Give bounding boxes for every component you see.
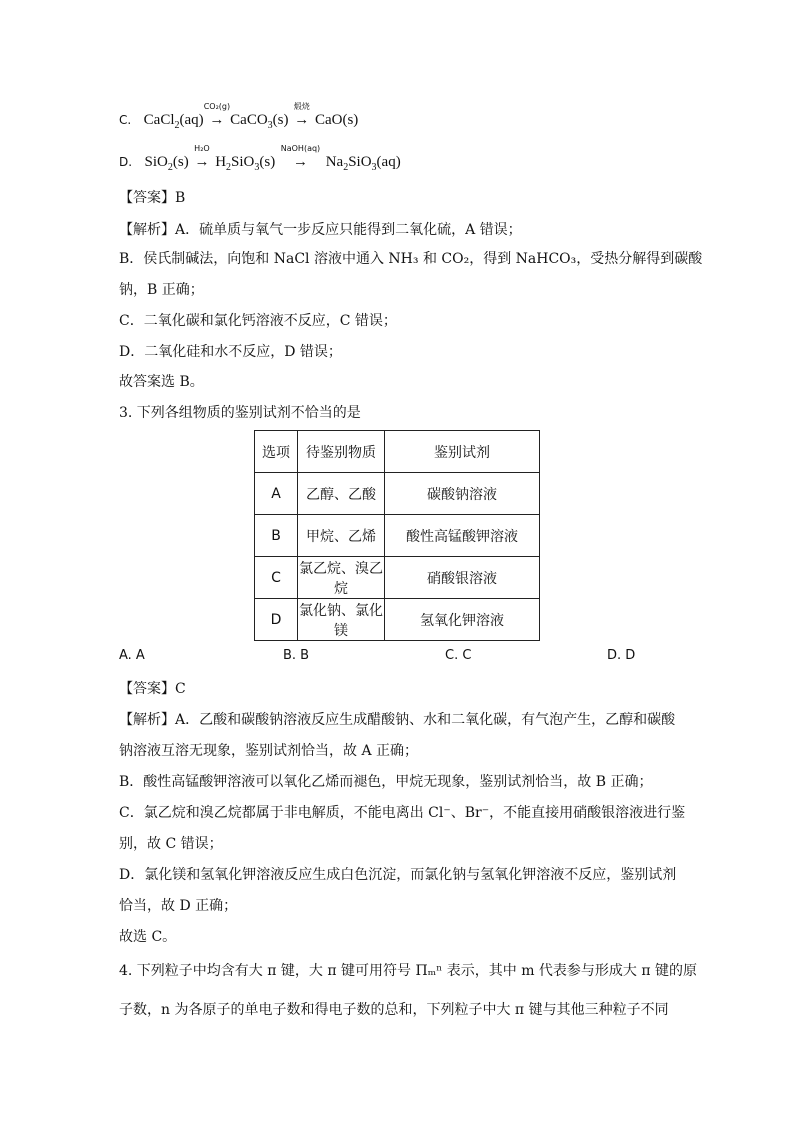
table-cell: B (255, 515, 298, 557)
q2-answer: 【答案】B (119, 190, 186, 206)
table-cell: 酸性高锰酸钾溶液 (385, 515, 540, 557)
q3-answer: 【答案】C (119, 681, 186, 697)
q3-analysis-line: 恰当，故 D 正确； (119, 898, 238, 914)
q3-analysis-line: 钠溶液互溶无现象，鉴别试剂恰当，故 A 正确； (119, 743, 419, 759)
reaction-arrow: H₂O → (194, 144, 210, 170)
q3-analysis-line: 【解析】A．乙酸和碳酸钠溶液反应生成醋酸钠、水和二氧化碳，有气泡产生，乙醇和碳酸 (119, 712, 676, 728)
table-cell: A (255, 473, 298, 515)
option-letter: D. (119, 155, 133, 169)
table-row (255, 515, 540, 557)
q3-analysis-line: 故选 C。 (119, 929, 177, 945)
option-letter: C. (119, 113, 132, 127)
reagent-table (254, 430, 540, 641)
table-cell: D (255, 599, 298, 641)
q3-analysis-line: C．氯乙烷和溴乙烷都属于非电解质，不能电离出 Cl⁻、Br⁻，不能直接用硝酸银溶液进行鉴 (119, 805, 686, 821)
q3-analysis-line: D．氯化镁和氢氧化钾溶液反应生成白色沉淀，而氯化钠与氢氧化钾溶液不反应，鉴别试剂 (119, 867, 677, 883)
q4-stem-line: 4. 下列粒子中均含有大 π 键，大 π 键可用符号 Πₘⁿ 表示，其中 m 代表参与形成大 π 键的原 (119, 963, 698, 979)
table-cell: 氯乙烷、溴乙烷 (298, 557, 385, 599)
table-row (255, 473, 540, 515)
table-cell: C (255, 557, 298, 599)
reaction-arrow: CO₂(g) → (203, 102, 231, 128)
option-c-equation: C. CaCl$_2$(aq) CO₂(g) → CaCO$_3$(s) 煅烧 → CaO(s) (119, 102, 359, 131)
q3-stem: 3. 下列各组物质的鉴别试剂不恰当的是 (119, 405, 361, 421)
table-header-row (255, 431, 540, 473)
q2-analysis-line: C．二氧化碳和氯化钙溶液不反应，C 错误； (119, 313, 397, 329)
q2-analysis-line: B．侯氏制碱法，向饱和 NaCl 溶液中通入 NH₃ 和 CO₂，得到 NaHCO₃，受热分解得到碳酸 (119, 251, 703, 267)
table-header: 待鉴别物质 (298, 431, 385, 473)
reaction-arrow: NaOH(aq) → (280, 144, 321, 170)
table-header: 鉴别试剂 (385, 431, 540, 473)
option-d-equation: D. SiO$_2$(s) H₂O → $H_2SiO_3(s)$ NaOH(aq) → $Na_2SiO_3(aq)$ (119, 144, 401, 173)
choice-c: C. C (445, 648, 472, 663)
choice-a: A. A (119, 648, 145, 663)
choice-d: D. D (607, 648, 636, 663)
table-cell: 硝酸银溶液 (385, 557, 540, 599)
table-cell: 氯化钠、氯化镁 (298, 599, 385, 641)
q2-analysis-line: 钠，B 正确； (119, 282, 204, 298)
table-cell: 乙醇、乙酸 (298, 473, 385, 515)
table-row (255, 599, 540, 641)
table-cell: 甲烷、乙烯 (298, 515, 385, 557)
choice-b: B. B (283, 648, 310, 663)
q2-analysis-line: D．二氧化硅和水不反应，D 错误； (119, 344, 342, 360)
q2-analysis-line: 【解析】A．硫单质与氧气一步反应只能得到二氧化硫，A 错误； (119, 222, 522, 238)
table-row (255, 557, 540, 599)
table-header: 选项 (255, 431, 298, 473)
reaction-arrow: 煅烧 → (293, 102, 310, 128)
q3-analysis-line: B．酸性高锰酸钾溶液可以氧化乙烯而褪色，甲烷无现象，鉴别试剂恰当，故 B 正确； (119, 774, 653, 790)
q4-stem-line: 子数，n 为各原子的单电子数和得电子数的总和，下列粒子中大 π 键与其他三种粒子不同 (119, 1002, 669, 1018)
table-cell: 氢氧化钾溶液 (385, 599, 540, 641)
table-cell: 碳酸钠溶液 (385, 473, 540, 515)
q3-analysis-line: 别，故 C 错误； (119, 836, 223, 852)
q2-analysis-line: 故答案选 B。 (119, 374, 204, 390)
